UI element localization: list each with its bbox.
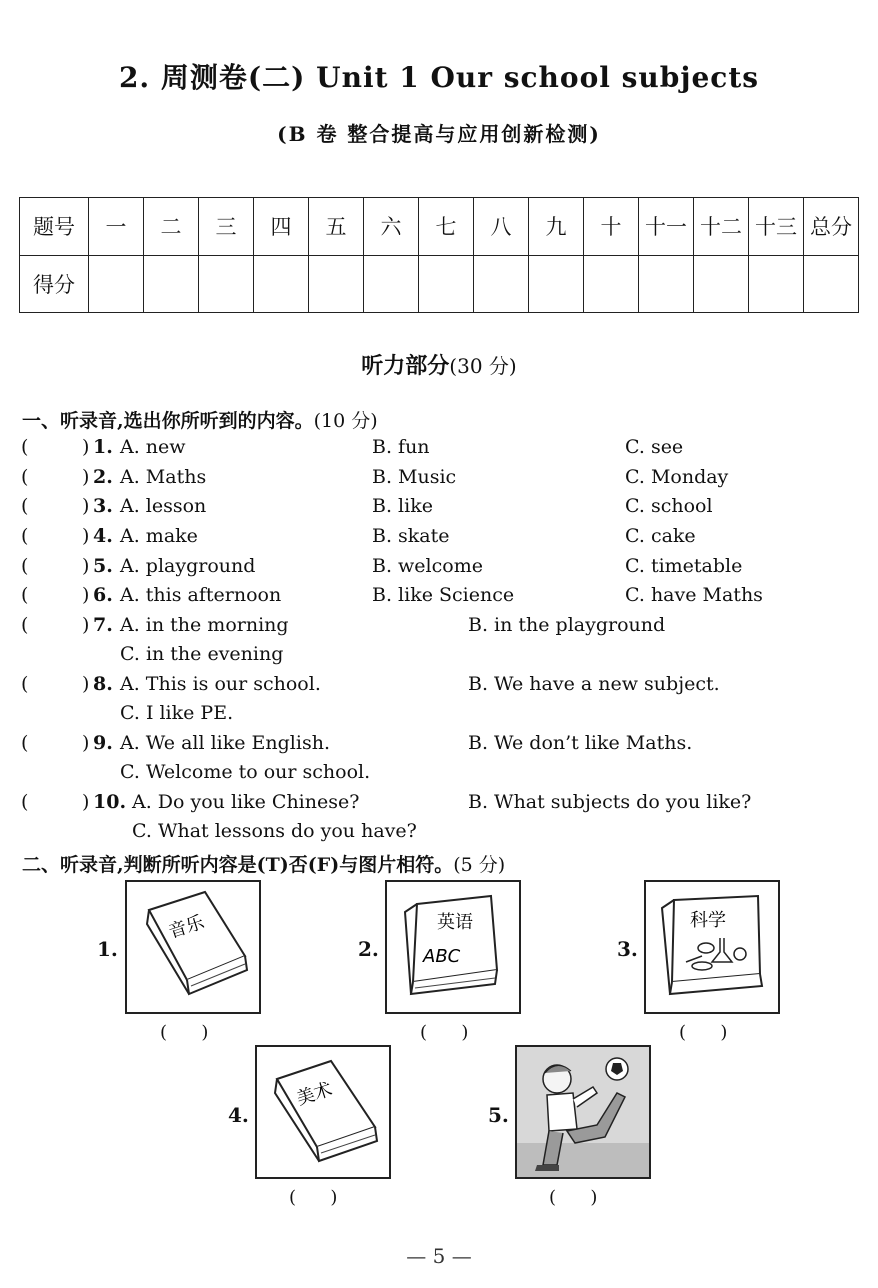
score-table-cell: 得分 <box>20 255 89 313</box>
answer-paren-open[interactable]: ( <box>21 791 29 813</box>
question-number: 1. <box>93 436 113 458</box>
score-input-cell[interactable] <box>694 255 749 313</box>
part1-points: (10 分) <box>313 410 378 432</box>
answer-blank[interactable]: ( ) <box>289 1187 338 1208</box>
score-input-cell[interactable] <box>199 255 254 313</box>
answer-paren-open[interactable]: ( <box>21 525 29 547</box>
score-table-cell: 四 <box>254 198 309 256</box>
score-table <box>19 197 859 313</box>
option-b: B. skate <box>372 525 450 547</box>
book-abc-label: ABC <box>423 946 461 967</box>
music-book-picture <box>125 880 261 1014</box>
part2-points: (5 分) <box>453 854 506 876</box>
answer-paren-open[interactable]: ( <box>21 673 29 695</box>
score-table-cell: 五 <box>309 198 364 256</box>
listening-points: (30 分) <box>449 354 517 378</box>
option-b: B. We don’t like Maths. <box>468 732 693 754</box>
football-picture <box>515 1045 651 1179</box>
book-icon <box>257 1047 389 1177</box>
score-input-cell[interactable] <box>254 255 309 313</box>
option-c: C. What lessons do you have? <box>132 820 417 842</box>
answer-paren-close: ) <box>82 495 90 517</box>
option-a: A. Maths <box>120 466 207 488</box>
option-a: A. this afternoon <box>120 584 282 606</box>
option-a: A. in the morning <box>120 614 289 636</box>
answer-blank[interactable]: ( ) <box>549 1187 598 1208</box>
book-icon <box>387 882 519 1012</box>
option-c: C. I like PE. <box>120 702 234 724</box>
boy-kicking-ball-icon <box>517 1047 649 1177</box>
picture-number: 2. <box>358 937 379 961</box>
score-input-cell[interactable] <box>804 255 859 313</box>
option-c: C. cake <box>625 525 696 547</box>
part2-heading-text: 二、听录音,判断所听内容是(T)否(F)与图片相符。 <box>22 854 454 876</box>
question-number: 4. <box>93 525 113 547</box>
question-number: 9. <box>93 732 113 754</box>
part2-heading <box>22 850 505 877</box>
option-a: A. playground <box>120 555 256 577</box>
answer-paren-open[interactable]: ( <box>21 466 29 488</box>
picture-number: 3. <box>617 937 638 961</box>
score-input-cell[interactable] <box>364 255 419 313</box>
score-table-cell: 十一 <box>639 198 694 256</box>
score-table-header-row <box>20 198 859 256</box>
option-c: C. have Maths <box>625 584 763 606</box>
score-table-cell: 题号 <box>20 198 89 256</box>
listening-title: 听力部分 <box>361 353 450 379</box>
picture-number: 5. <box>488 1103 509 1127</box>
option-c: C. in the evening <box>120 643 284 665</box>
option-c: C. timetable <box>625 555 743 577</box>
book-icon <box>127 882 259 1012</box>
answer-paren-close: ) <box>82 466 90 488</box>
score-table-cell: 九 <box>529 198 584 256</box>
score-input-cell[interactable] <box>474 255 529 313</box>
option-b: B. Music <box>372 466 457 488</box>
option-b: B. fun <box>372 436 430 458</box>
score-input-cell[interactable] <box>584 255 639 313</box>
option-a: A. make <box>120 525 198 547</box>
score-table-cell: 八 <box>474 198 529 256</box>
answer-blank[interactable]: ( ) <box>160 1022 209 1043</box>
option-c: C. Monday <box>625 466 729 488</box>
science-book-picture <box>644 880 780 1014</box>
score-input-cell[interactable] <box>144 255 199 313</box>
option-a: A. This is our school. <box>120 673 321 695</box>
answer-paren-open[interactable]: ( <box>21 495 29 517</box>
option-a: A. lesson <box>120 495 207 517</box>
answer-paren-close: ) <box>82 436 90 458</box>
answer-paren-close: ) <box>82 555 90 577</box>
book-icon <box>646 882 778 1012</box>
score-input-cell[interactable] <box>529 255 584 313</box>
score-table-cell: 十二 <box>694 198 749 256</box>
question-number: 8. <box>93 673 113 695</box>
score-table-cell: 总分 <box>804 198 859 256</box>
page-number: — 5 — <box>406 1244 472 1268</box>
answer-paren-close: ) <box>82 732 90 754</box>
score-table-cell: 六 <box>364 198 419 256</box>
answer-paren-close: ) <box>82 791 90 813</box>
score-input-cell[interactable] <box>639 255 694 313</box>
score-table-score-row <box>20 255 859 313</box>
score-table-cell: 三 <box>199 198 254 256</box>
question-number: 5. <box>93 555 113 577</box>
page-subtitle: (B 卷 整合提高与应用创新检测) <box>277 122 601 146</box>
option-c: C. school <box>625 495 713 517</box>
option-b: B. welcome <box>372 555 483 577</box>
picture-number: 1. <box>97 937 118 961</box>
question-number: 6. <box>93 584 113 606</box>
answer-paren-close: ) <box>82 673 90 695</box>
answer-blank[interactable]: ( ) <box>679 1022 728 1043</box>
question-number: 10. <box>93 791 127 813</box>
option-b: B. We have a new subject. <box>468 673 720 695</box>
score-input-cell[interactable] <box>419 255 474 313</box>
question-number: 7. <box>93 614 113 636</box>
part1-heading <box>22 406 378 433</box>
option-c: C. Welcome to our school. <box>120 761 371 783</box>
option-a: A. We all like English. <box>120 732 330 754</box>
option-c: C. see <box>625 436 684 458</box>
book-title-label: 音乐 <box>166 911 207 943</box>
score-input-cell[interactable] <box>309 255 364 313</box>
question-number: 3. <box>93 495 113 517</box>
score-table-cell: 二 <box>144 198 199 256</box>
option-a: A. Do you like Chinese? <box>132 791 360 813</box>
answer-paren-close: ) <box>82 614 90 636</box>
part1-heading-text: 一、听录音,选出你所听到的内容。 <box>22 410 314 432</box>
option-b: B. What subjects do you like? <box>468 791 752 813</box>
option-b: B. like <box>372 495 433 517</box>
english-book-picture <box>385 880 521 1014</box>
question-number: 2. <box>93 466 113 488</box>
picture-number: 4. <box>228 1103 249 1127</box>
option-b: B. in the playground <box>468 614 666 636</box>
score-input-cell[interactable] <box>89 255 144 313</box>
book-title-label: 美术 <box>294 1078 335 1110</box>
answer-paren-open[interactable]: ( <box>21 555 29 577</box>
page-title: 2. 周测卷(二) Unit 1 Our school subjects <box>118 61 760 94</box>
art-book-picture <box>255 1045 391 1179</box>
answer-paren-close: ) <box>82 584 90 606</box>
answer-paren-open[interactable]: ( <box>21 732 29 754</box>
answer-paren-close: ) <box>82 525 90 547</box>
score-table-cell: 十三 <box>749 198 804 256</box>
listening-section-title <box>0 349 878 380</box>
answer-paren-open[interactable]: ( <box>21 614 29 636</box>
answer-blank[interactable]: ( ) <box>420 1022 469 1043</box>
option-b: B. like Science <box>372 584 515 606</box>
book-title-label: 英语 <box>437 912 473 933</box>
book-title-label: 科学 <box>690 910 726 931</box>
score-table-cell: 七 <box>419 198 474 256</box>
score-table-cell: 一 <box>89 198 144 256</box>
answer-paren-open[interactable]: ( <box>21 436 29 458</box>
score-input-cell[interactable] <box>749 255 804 313</box>
option-a: A. new <box>120 436 186 458</box>
score-table-cell: 十 <box>584 198 639 256</box>
answer-paren-open[interactable]: ( <box>21 584 29 606</box>
